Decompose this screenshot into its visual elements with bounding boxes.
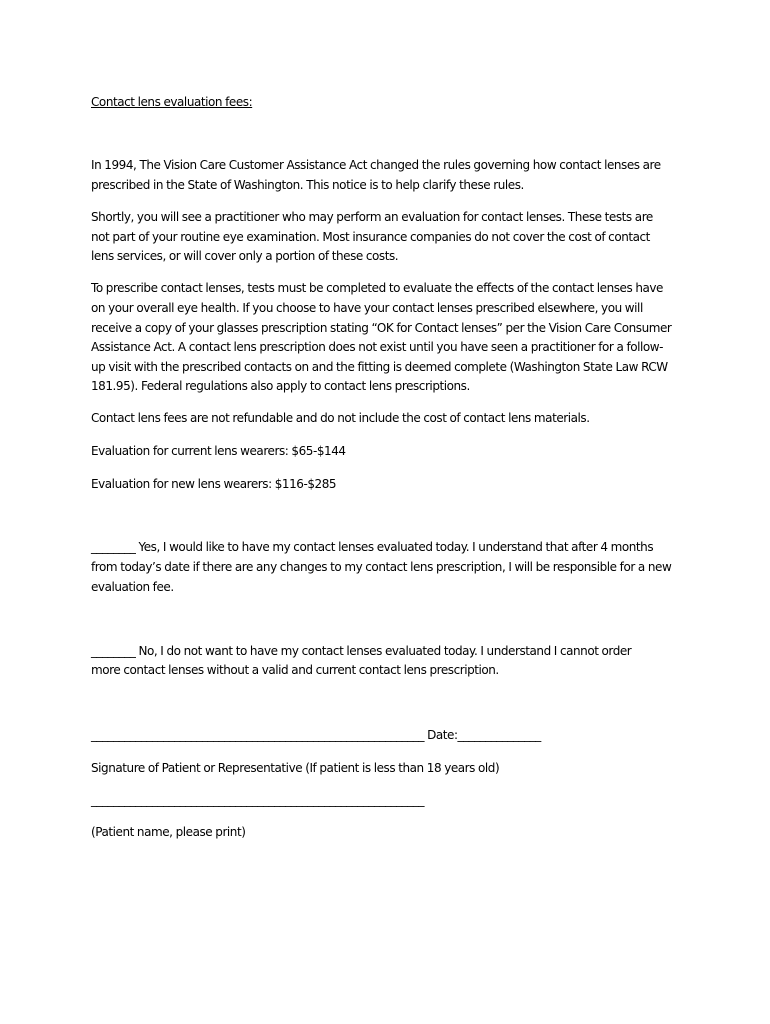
patient-name-caption: (Patient name, please print) <box>91 825 246 839</box>
prescribe-line: receive a copy of your glasses prescription stating “OK for Contact lenses” per the Vision Care Consumer <box>91 321 672 335</box>
refund-notice: Contact lens fees are not refundable and do not include the cost of contact lens materials. <box>91 411 590 425</box>
shortly-line: lens services, or will cover only a portion of these costs. <box>91 249 399 263</box>
signature-date-field[interactable]: ____________________________________________________________ Date:_______________ <box>91 728 541 742</box>
yes-option-line: evaluation fee. <box>91 580 174 594</box>
intro-line: prescribed in the State of Washington. This notice is to help clarify these rules. <box>91 178 524 192</box>
fee-current-wearers: Evaluation for current lens wearers: $65-$144 <box>91 444 346 458</box>
no-option-line: more contact lenses without a valid and current contact lens prescription. <box>91 663 499 677</box>
yes-option-line: ________ Yes, I would like to have my contact lenses evaluated today. I understand that after 4 months <box>91 540 654 554</box>
prescribe-line: Assistance Act. A contact lens prescription does not exist until you have seen a practitioner for a follow- <box>91 340 664 354</box>
intro-line: In 1994, The Vision Care Customer Assistance Act changed the rules governing how contact lenses are <box>91 158 661 172</box>
document-title: Contact lens evaluation fees: <box>91 95 253 109</box>
prescribe-line: To prescribe contact lenses, tests must be completed to evaluate the effects of the contact lenses have <box>91 281 663 295</box>
patient-name-field[interactable]: ____________________________________________________________ <box>91 793 425 807</box>
fee-new-wearers: Evaluation for new lens wearers: $116-$285 <box>91 477 337 491</box>
prescribe-line: up visit with the prescribed contacts on and the fitting is deemed complete (Washington State Law RCW <box>91 360 668 374</box>
signature-caption: Signature of Patient or Representative (If patient is less than 18 years old) <box>91 761 500 775</box>
prescribe-line: 181.95). Federal regulations also apply to contact lens prescriptions. <box>91 379 470 393</box>
no-option-line: ________ No, I do not want to have my contact lenses evaluated today. I understand I cannot order <box>91 644 632 658</box>
shortly-line: Shortly, you will see a practitioner who may perform an evaluation for contact lenses. These tests are <box>91 210 653 224</box>
shortly-line: not part of your routine eye examination. Most insurance companies do not cover the cost of contact <box>91 230 650 244</box>
yes-option-line: from today’s date if there are any changes to my contact lens prescription, I will be responsible for a new <box>91 560 672 574</box>
prescribe-line: on your overall eye health. If you choose to have your contact lenses prescribed elsewhere, you will <box>91 301 643 315</box>
